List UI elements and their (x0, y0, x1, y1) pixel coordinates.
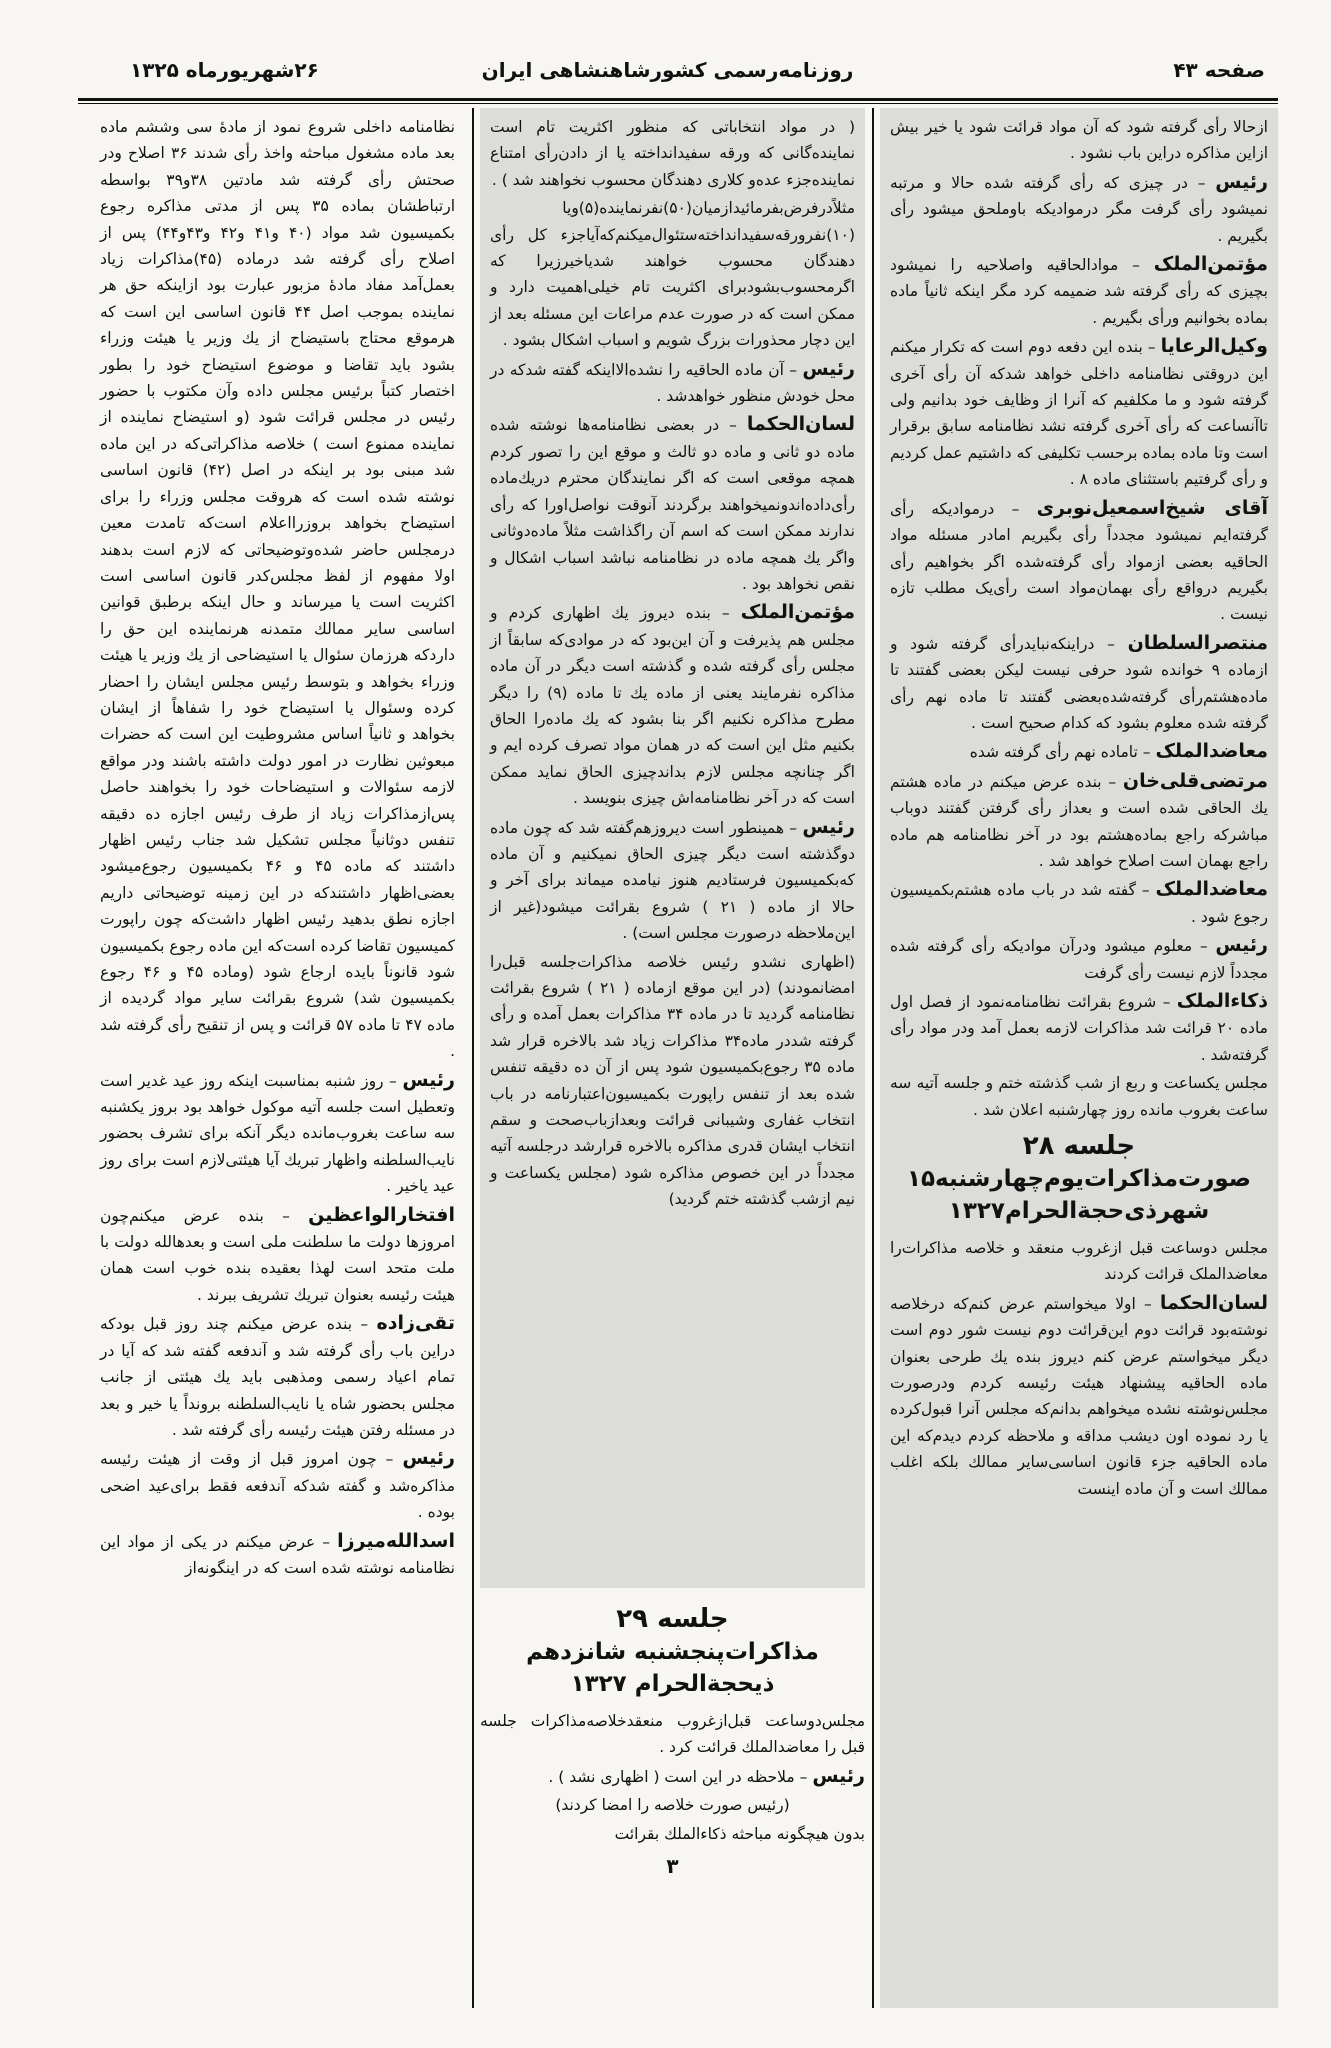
speech-text: مجلس یکساعت و ربع از شب گذشته ختم و جلسه آتیه سه ساعت بغروب مانده روز چهارشنبه اعلان شد . (890, 1074, 1268, 1119)
speaker-name: لسان‌الحکما (746, 413, 855, 436)
speech-text: (اظهاری نشدو رئیس خلاصه مذاکرات‌جلسه قبل‌را امضانمودند) (در این موقع ازماده ( ۲۱ ) شروع بقرائت نظامنامه گردید تا در ماده ۳۴ مذاکرات بعمل آمده و رأی گرفته شددر ماده‌۳۴ مذاکرات زیاد شد بالاخره قرار شد ماده ۳۵ رجوع‌بکمیسیون شود پس از آن ده دقیقه تنفس شده بعد از تنفس راپورت بکمیسیون‌اعتبارنامه در باب انتخاب غفاری وشیبانی قرائت وبعدازباب‌صحت و سقم انتخاب ایشان قدری مذاکره بالاخره قرارشد درجلسه آتیه مجدداً در این خصوص مذاکره شود (مجلس یکساعت و نیم ازشب گذشته ختم گردید) (490, 952, 855, 1209)
speech-text: – در بعضی نظامنامه‌ها نوشته شده ماده دو ثانی و ماده دو ثالث و موقع این را تصور کردم همچه موقعی است که اگر نمایندگان محترم دریك‌ماده رأی‌داده‌اندونمیخواهند برگردند آنوقت نواصل‌اورا که رأی ندارند ممکن است که اسم آن راگذاشت مثلاً ماده‌دوثانی واگر یك همچه ماده در نظامنامه نباشد اسباب اشکال و نقص نخواهد بود . (490, 416, 855, 593)
speech-paragraph (490, 949, 855, 1213)
speaker-name: رئیس (812, 1764, 865, 1787)
speech-text: ازحالا رأی گرفته شود که آن مواد قرائت شود یا خیر بیش ازاین مذاکره دراین باب نشود . (890, 118, 1268, 163)
speech-text: – بنده عرض میکنم در ماده هشتم یك الحاقی شده است و بعداز رأی گرفتن گفتند دوباب مباشرکه راجع بماده‌هشتم بود در آخر نظامنامه هم ماده راجع بهمان است اصلاح خواهد شد . (890, 772, 1268, 870)
speaker-name: رئیس (802, 357, 855, 380)
session-title: جلسه ۲۹ (616, 1604, 729, 1634)
speech-text: نظامنامه داخلی شروع نمود از مادهٔ سی وششم ماده بعد ماده مشغول مباحثه واخذ رأی شدند ۳۶ اصلاح ودر صحتش رأی گرفته شد مادتین ۳۸و۳۹ بواسطه ارتباطشان بماده ۳۵ پس از مدتی مذاکره رجوع بکمیسیون شد مواد (۴۰ و۴۱ و۴۲ و۴۳و۴۴) پس از اصلاح رأی گرفته شد درماده (۴۵)مذاکرات زیاد بعمل‌آمد مفاد مادهٔ مزبور عبارت بود ازاینکه حق هر نماینده بموجب اصل ۴۴ قانون اساسی این است که هرموقع محتاج باستیضاح از یك وزیر یا هیئت وزراء بشود باید تقاضا و موضوع استیضاح خود را بطور اختصار کتباً برئیس مجلس داده وآن مکتوب با حضور رئیس در مجلس قرائت شود (و استیضاح نماینده از نماینده ممنوع است ) خلاصه مذاکراتی‌که در این ماده شد مبنی بود بر اینکه در اصل (۴۲) قانون اساسی نوشته شده است که هروقت مجلس وزراء را برای استیضاح بخواهد بروزرااعلام است‌که تامدت معین درمجلس حاضر شده‌وتوضیحاتی که لازم است بدهند اولا مفهوم از لفظ مجلس‌کدر قانون اساسی است اکثریت است یا میرساند و حال اینکه برطبق قوانین اساسی سایر ممالك متمدنه هرنماینده این حق را داردکه هرزمان سئوال یا استیضاحی از یك وزیر یا هیئت وزراء بخواهد و بتوسط رئیس مجلس ایشان را احضار کرده وسئوال یا استیضاح خود را شفاهاً از ایشان بخواهد و ثانیاً اساس مشروطیت این است که حضرات مبعوثین نظارت در امور دولت داشته باشند ودر مواقع لازمه سئوالات و استیضاحات خود را بخواهند حاصل پس‌ازمذاکرات زیاد از طرف رئیس اجازه ده دقیقه تنفس دوثانیاً مجلس تشکیل شد جناب رئیس اظهار داشتند که ماده ۴۵ و ۴۶ بکمیسیون رجوع‌میشود بعضی‌اظهار داشتندکه در این زمینه توضیحاتی داریم اجازه نطق بدهید رئیس اظهار داشت‌که چون راپورت کمیسیون تقاضا کرده است‌که این ماده رجوع بکمیسیون شود قانوناً بایده ارجاع شود (وماده ۴۵ و ۴۶ رجوع بکمیسیون شد) شروع بقرائت سایر مواد گردیده از ماده ۴۷ تا ماده ۵۷ قرائت و پس از تنقیح رأی گرفته شد . (100, 118, 456, 1061)
session-date-line: شهرذی‌حجةالحرام۱۳۲۷ (948, 1198, 1210, 1225)
speech-text: – همینطور است دیروزهم‌گفته شد که چون ماده دوگذشته است دیگر چیزی الحاق نمیکنیم و آن ماده که‌بکمیسیون فرستادیم هنوز نیامده میماند برای آخر و حالا از ماده ( ۲۱ ) شروع بقرائت میشود(غیر از این‌ملاحظه درصورت مجلس است) . (490, 818, 855, 943)
speaker-name: ذکاءالملک (1176, 990, 1268, 1012)
speech-text: مثلاًدرفرض‌بفرمائیدازمیان(۵۰)نفرنماینده(۵)ویا (۱۰)نفرورقه‌سفیدانداخته‌ستئوال‌میکنم‌که‌آیاجزء کل رأی دهندگان محسوب خواهند شدیاخیرزیرا که اگرمحسوب‌بشودبرای اکثریت تام خیلی‌اهمیت دارد و ممکن است که در صورت عدم مراعات این مسئله بعد از این دچار محذورات بزرگ شویم و اسباب اشکال بشود . (490, 199, 855, 350)
speaker-name: رئیس (402, 1447, 455, 1470)
speech-text: – موادالحاقیه واصلاحیه را نمیشود بچیزی که رأی گرفته شد ضمیمه کرد مگر اینکه ثانیاً ماده بماده بخوانیم ورأی بگیریم . (890, 256, 1268, 327)
speech-paragraph (890, 333, 1268, 492)
speech-text: – در چیزی که رأی گرفته شده حالا و مرتبه نمیشود رأی گرفت مگر درموادیکه باوملحق میشود رأی بگیریم . (890, 173, 1268, 245)
session-28-heading (890, 1129, 1268, 1227)
session-date-line: ذیحجةالحرام ۱۳۲۷ (570, 1671, 775, 1697)
speaker-name: وکیل‌الرعایا (1160, 335, 1268, 358)
speech-paragraph (480, 1763, 865, 1790)
speaker-name: مؤتمن‌الملک (740, 601, 855, 624)
speaker-name: مؤتمن‌الملک (1153, 253, 1268, 276)
column-divider (872, 108, 874, 2008)
speech-text: – ملاحظه در این است ( اظهاری نشد ) . (548, 1767, 808, 1786)
speech-text: – روز شنبه بمناسبت اینکه روز عید غدیر است وتعطیل است جلسه آتیه موکول خواهد بود بروز یکشنبه سه ساعت بغروب‌مانده دیگر آنکه برای تشرف بحضور نایب‌السلطنه واظهار تبریك آیا هیئتی‌لازم است برای روز عید یاخیر . (100, 1071, 455, 1196)
speech-paragraph (890, 169, 1268, 249)
note-text: (رئیس صورت خلاصه را امضا کردند) (555, 1796, 790, 1815)
speaker-name: رئیس (1215, 170, 1268, 193)
speech-paragraph (490, 599, 855, 811)
speaker-name: تقی‌زاده (376, 1312, 455, 1335)
speech-text: ( در مواد انتخاباتی که منظور اکثریت تام است نماینده‌گانی که ورقه سفیدانداخته یا از دادن‌رأی امتناع نماینده‌جزء عده‌و کلاری دهندگان محسوب نخواهند شد ) . (490, 118, 855, 189)
speech-text: – چون امروز قبل از وقت از هیئت رئیسه مذاکره‌شد و گفته شدکه آندفعه فقط برای‌عید اضحی بوده . (100, 1450, 455, 1522)
speech-text: – آن ماده الحاقیه را نشده‌الااینکه گفته شدکه در محل خودش منظور خواهدشد . (490, 360, 855, 406)
speech-paragraph (100, 1067, 455, 1200)
speech-paragraph (890, 1290, 1268, 1502)
column-divider (472, 108, 474, 2008)
speech-paragraph (100, 1445, 455, 1525)
speech-paragraph (890, 630, 1268, 737)
speech-paragraph (100, 1202, 455, 1309)
speech-paragraph (890, 114, 1268, 167)
speech-text: – گفته شد در باب ماده هشتم‌بکمیسیون رجوع شود . (890, 881, 1268, 926)
speech-text: – تاماده نهم رأی گرفته شده (969, 743, 1151, 762)
speaker-name: آقای شیخ‌اسمعیل‌نوبری (1036, 496, 1268, 519)
speech-paragraph (100, 1528, 455, 1582)
speech-paragraph (490, 195, 855, 353)
speech-paragraph (890, 768, 1268, 875)
speech-paragraph (100, 114, 455, 1065)
speech-text: – بنده عرض میکنم‌چون امروزها دولت ما سلطنت ملی است و بعدها‌لله دولت با ملت متحد است لهذا بعقیده بنده خوب است همان هیئت رئیسه بعنوان تبریك تشریف ببرند . (100, 1206, 455, 1304)
session-29-heading (480, 1602, 865, 1700)
speech-paragraph (890, 495, 1268, 628)
speech-paragraph (890, 738, 1268, 765)
speech-text: – بنده دیروز یك اظهاری کردم و مجلس هم پذیرفت و آن این‌بود که در موادی‌که سابقاً از مجلس رأی گرفته شده و گذشته است دیگر در آن ماده مذاکره نفرمایند یعنی از ماده یك تا ماده (۹) را دیگر مطرح مذاکره نکنیم اگر بنا بشود که یك ماده‌را الحاق بکنیم مثل این است که در همان مواد تصرف کرده ایم و اگر چنانچه مجلس لازم بداند‌چیزی الحاق نماید ممکن است که در آخر نظامنامه‌اش چیزی بنویسد . (490, 604, 855, 808)
speech-text: – اولا میخواستم عرض کنم‌که درخلاصه نوشته‌بود قرائت دوم این‌قرائت دوم نیست شور دوم است دیگر میخواستم عرض کنم دیروز بنده یك طرحی بعنوان ماده الحاقیه پیشنهاد هیئت رئیسه کردم ودرصورت مجلس‌نوشته نشده میخواهم بدانم‌که مجلس آنرا قبول‌کرده یا رد نموده اون دیشب مداقه و ملاحظه کردم دیدم‌که این ماده الحاقیه جزء قانون اساسی‌سایر ممالك بلکه اغلب ممالك است و آن ماده اینست (890, 1294, 1268, 1498)
speaker-name: افتخارالواعظین (308, 1203, 455, 1226)
right-column (880, 108, 1278, 2008)
speech-text: – دراینکه‌نبایدرأی گرفته شود و ازماده ۹ خوانده شود حرفی نیست لیکن بعضی گفتند تا ماده‌هشتم‌رأی گرفته‌شده‌بعضی گفتند تا ماده نهم رأی گرفته شده معلوم بشود که کدام صحیح است . (890, 634, 1268, 732)
speech-paragraph (890, 988, 1268, 1068)
speaker-name: رئیس (802, 815, 855, 838)
session-date-line: مذاکرات‌پنجشنبه شانزدهم (526, 1639, 819, 1665)
speech-paragraph (890, 932, 1268, 986)
newspaper-title: روزنامه‌رسمی کشورشاهنشاهی ایران (481, 58, 854, 82)
speaker-name: لسان‌الحکما (1159, 1291, 1268, 1314)
page-number: ۳ (666, 1854, 679, 1879)
speaker-name: رئیس (402, 1068, 455, 1091)
speaker-name: رئیس (1215, 934, 1268, 957)
session-intro: مجلس‌دوساعت قبل‌ازغروب منعقدخلاصه‌مذاکرات جلسه قبل را معاضدالملك قرائت کرد . (480, 1712, 865, 1757)
issue-date: ۲۶شهریورماه ۱۳۲۵ (130, 58, 319, 82)
speech-text: – درموادیکه رأی گرفته‌ایم نمیشود مجدداً رأی بگیریم امادر مسئله مواد الحاقیه بعضی ازمواد رأی گرفته‌شده اگر بخواهیم رأی بگیریم درواقع رأی بهمان‌مواد است رأی‌یک مطلب تازه نیست . (890, 499, 1268, 624)
speaker-name: اسدالله‌میرزا (337, 1529, 455, 1552)
speech-paragraph (490, 114, 855, 193)
left-column (90, 108, 465, 2008)
speech-paragraph (890, 1070, 1268, 1123)
speech-text: – شروع بقرائت نظامنامه‌نمود از فصل اول ماده ۲۰ قرائت شد مذاکرات لازمه بعمل آمد ودر مواد رأی گرفته‌شد . (890, 993, 1268, 1064)
speech-paragraph (490, 814, 855, 947)
speech-paragraph (490, 411, 855, 597)
speaker-name: معاضدالملک (1155, 740, 1268, 763)
session-date-line: صورت‌مذاکرات‌یوم‌چهارشنبه۱۵ (906, 1166, 1252, 1193)
speech-text: – معلوم میشود ودرآن موادیکه رأی گرفته شده مجدداً لازم نیست رأی گرفت (890, 937, 1268, 982)
right-column-text (890, 114, 1268, 1123)
session-29-block (480, 1596, 865, 1879)
middle-column (480, 108, 865, 1588)
right-column-text (890, 1290, 1268, 1502)
speech-text: – بنده این دفعه دوم است که تکرار میکنم این دروقتی نظامنامه داخلی خواهد شدکه آن رأی آخری گرفته شود و ما مکلفیم که آنرا از وظایف خود بدانیم ولی تاآنساعت که رأی آخری گرفته نشد نظامنامه سابق برقرار است وتا ماده بماده برحسب تکلیفی که داشتیم عمل کردیم و رأی گرفتیم باستثنای ماده ۸ . (890, 338, 1268, 489)
header-rule-thin (78, 103, 1278, 104)
header-rule (78, 98, 1278, 101)
session-title: جلسه ۲۸ (1022, 1131, 1136, 1162)
speech-paragraph (890, 876, 1268, 930)
speech-text: – بنده عرض میکنم چند روز قبل بودکه دراین باب رأی گرفته شد و آندفعه گفته شد که آیا در تمام اعیاد رسمی ومذهبی باید یك هیئتی از جانب مجلس بحضور شاه یا نایب‌السلطنه برونداً یا خیر و بعد در مسئله رفتن هیئت رئیسه رأی گرفته شد . (100, 1315, 455, 1439)
note-text: بدون هیچگونه مباحثه ذکاءالملك بقرائت (614, 1824, 865, 1843)
speech-text: – عرض میکنم در یکی از مواد این نظامنامه نوشته شده است که در اینگونه‌از (100, 1532, 455, 1577)
left-column-text (100, 114, 455, 1581)
speaker-name: مرتضی‌قلی‌خان (1122, 769, 1268, 792)
page-label: صفحه ۴۳ (1173, 58, 1265, 82)
page-header (60, 58, 1275, 98)
speaker-name: معاضدالملک (1155, 878, 1268, 901)
speaker-name: منتصرالسلطان (1127, 631, 1268, 654)
session-intro: مجلس دوساعت قبل ازغروب منعقد و خلاصه مذاکرات‌را معاضدالملک قرائت کردند (890, 1239, 1268, 1284)
speech-paragraph (100, 1310, 455, 1443)
speech-paragraph (490, 356, 855, 410)
speech-paragraph (890, 251, 1268, 331)
middle-column-text (490, 114, 855, 1213)
